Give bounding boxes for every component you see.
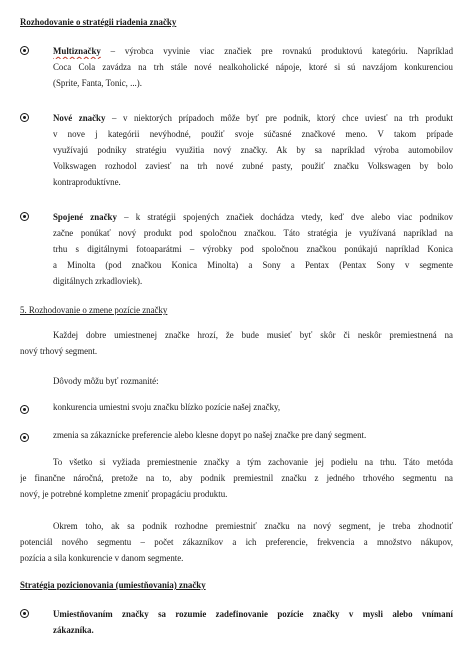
reason-item: konkurencia umiestni svoju značku blízko pozície našej značky, (53, 402, 281, 412)
bullet-icon (20, 405, 29, 417)
term-joint-brands: Spojené značky (53, 212, 117, 222)
reason-item: zmenia sa zákazníckе preferencie alebo klesne dopyt po našej značke pre daný segment. (53, 430, 367, 440)
bullet-icon (20, 609, 29, 621)
paragraph-repositioning-cost: To všetko si vyžiada premiestnenie značky a tým zachovanie jej podielu na trhu. Táto metóda je finančne náročná, pretože na to, aby podnik premiestnil značku z jedného trhového segmentu na nový, je potrebné kompletne zmeniť propagáciu produktu. (20, 457, 453, 500)
section-heading-brand-strategy: Rozhodovanie o stratégii riadenia značky (20, 17, 177, 27)
section-heading-repositioning: 5. Rozhodovanie o zmene pozície značky (20, 305, 168, 315)
bullet-new-brands: Nové značky – v niektorých prípadoch môže byť pre podnik, ktorý chce uviesť na trh produkt v nove j kategórii nevýhodné, použiť svoje súčasné značkové meno. V takom prípade využívajú podniky stratégiu využitia nový značky. Ak by sa napríklad výroba automobilov Volkswagen rozhodol zaviesť na trh nové zubné pasty, použiť značku Volkswagen by bolo kontraproduktívne. (53, 113, 453, 188)
bullet-icon (20, 46, 29, 58)
bullet-positioning-definition: Umiestňovaním značky sa rozumie zadefinovanie pozície značky v mysli alebo vnímaní zákazníka. (53, 609, 453, 636)
term-new-brands: Nové značky (53, 113, 106, 123)
term-multibrands: Multiznačky (53, 46, 101, 56)
reasons-label: Dôvody môžu byť rozmanité: (53, 376, 159, 386)
bullet-icon (20, 212, 29, 224)
paragraph-repositioning-intro: Každej dobre umiestnenej značke hrozí, že bude musieť byť skôr či neskôr premiestnená na nový trhový segment. (20, 330, 453, 357)
paragraph-segment-evaluation: Okrem toho, ak sa podnik rozhodne premiestniť značku na nový segment, je treba zhodnotiť potenciál nového segmentu – počet zákazníkov a ich preferencie, frekvencia a množstvo nákupov, pozícia a sila konkurencie v danom segmente. (20, 521, 453, 564)
section-heading-positioning: Stratégia pozicionovania (umiestňovania) značky (20, 580, 206, 590)
bullet-icon (20, 433, 29, 445)
bullet-icon (20, 113, 29, 125)
bullet-joint-brands: Spojené značky – k stratégii spojených značiek dochádza vtedy, keď dve alebo viac podnikov začne ponúkať nový produkt pod spoločnou značkou. Táto stratégia je využívaná napríklad na trhu s digitálnymi fotoaparátmi – výrobky pod spoločnou značkou ponúkajú napríklad Konica a Minolta (pod značkou Konica Minolta) a Sony a Pentax (Pentax Sony v segmente digitálnych zrkadloviek). (53, 212, 453, 287)
bullet-multibrands: Multiznačky – výrobca vyvinie viac značiek pre rovnakú produktovú kategóriu. Napríklad Coca Cola zavádza na trh stále nové nealkoholické nápoje, ktoré si sú navzájom konkurenciou (Sprite, Fanta, Tonic, ...). (53, 46, 453, 89)
